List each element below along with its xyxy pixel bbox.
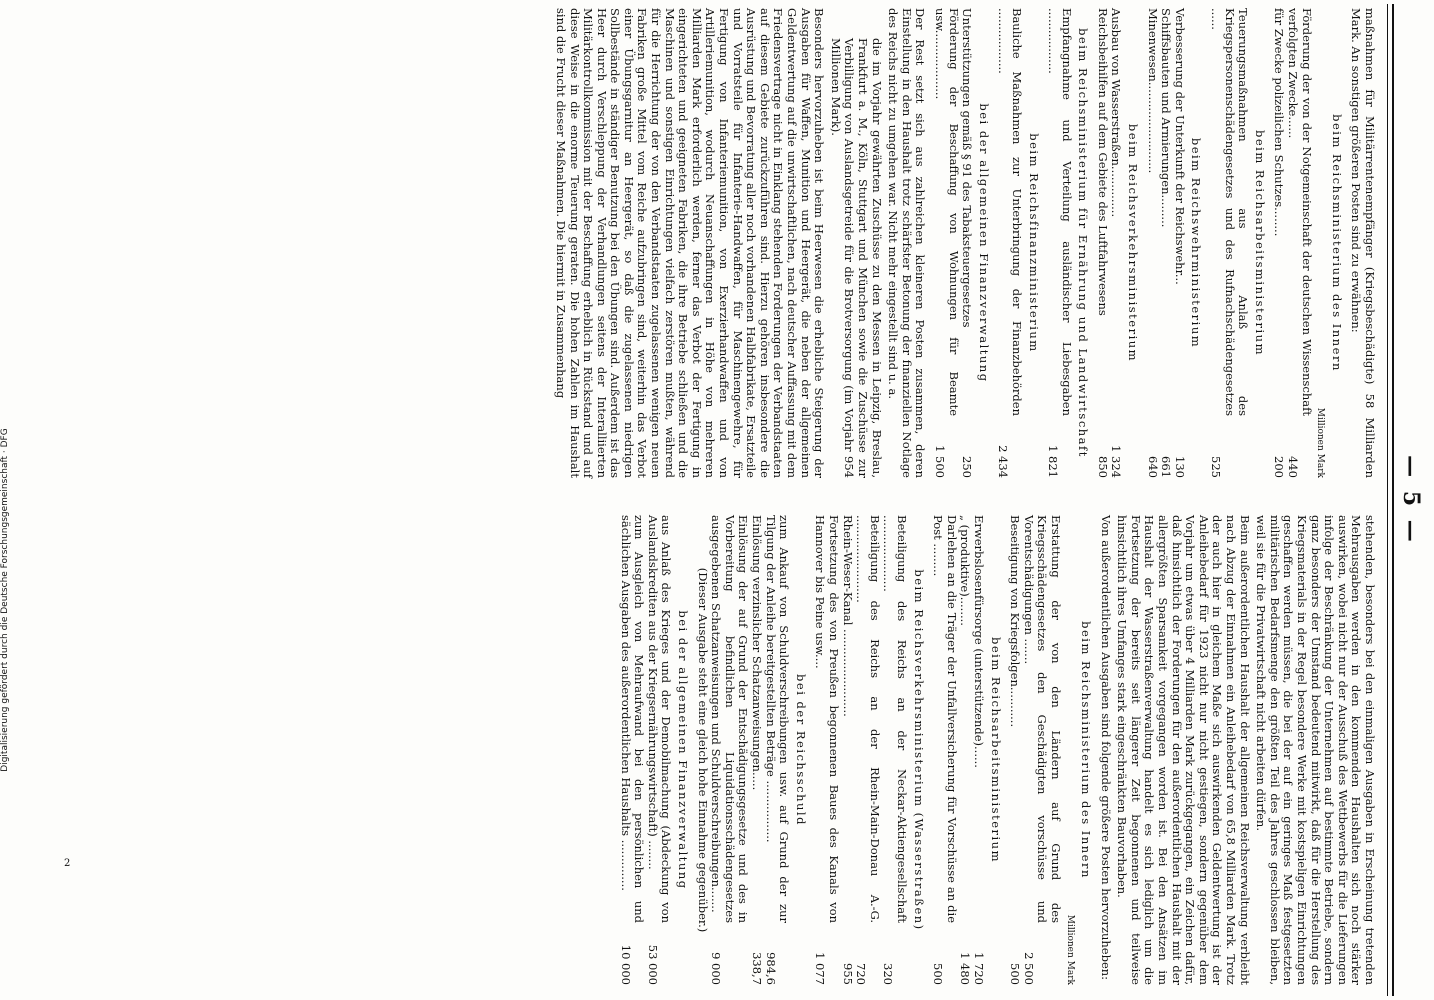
row-value: 250 [960, 456, 975, 478]
paragraph: Von außerordentlichen Ausgaben sind folgende größere Posten hervorzuheben: [1098, 515, 1113, 981]
section-heading: beim Reichsministerium des Innern [1079, 621, 1094, 879]
row-value: 338,7 [750, 952, 765, 985]
row-label: Darlehen an die Träger der Unfallversicherung für Vorschüsse an die Post ......... [931, 515, 959, 923]
section-heading: beim Reichsarbeitsministerium [1252, 129, 1267, 356]
budget-row [1172, 8, 1186, 478]
budget-row [1159, 8, 1173, 478]
row-value: 9 000 [709, 952, 724, 985]
row-label: Beteiligung des Reichs an der Neckar-Aktiengesellschaft ..................... [881, 515, 909, 923]
budget-row [709, 515, 750, 985]
budget-row [749, 515, 763, 985]
row-value: 440 [1286, 456, 1301, 478]
budget-row [971, 515, 985, 985]
section-heading: bei der allgemeinen Finanzverwaltung [676, 610, 691, 890]
row-value: 53 000 [645, 944, 660, 985]
row-label: für Zwecke polizeilichen Schutzes........ [1272, 8, 1287, 237]
row-value: 500 [931, 963, 946, 985]
row-label: Erwerbslosenfürsorge (unterstützende)...... [971, 515, 986, 768]
row-label: zum Ausgleich von Mehraufwand bei den persönlichen und sächlichen Ausgaben des außerordentlichen Haushalts .............. [618, 515, 647, 923]
row-value: 1 720 [971, 952, 986, 985]
row-value: 2 434 [996, 445, 1011, 478]
section-heading: beim Reichswehrministerium [1189, 137, 1204, 349]
row-value: 661 [1159, 456, 1174, 478]
section-heading: beim Reichsfinanzministerium [1026, 133, 1041, 353]
paragraph: stehenden, besonders bei den einmaligen Ausgaben in Erscheinung tretenden Mehrausgaben werden in den kommenden Haushalten sich noch stärker auswirken, wobei nicht nur der Ausschuß des Wettbewerbs für die Lieferungen infolge der Beschränkung der Unternehmen auf bestimmte Betriebe, sondern ganz besonders der Umstand bedeutend mitwirkt, daß für die Herstellung des Kriegsmaterials in der Regel besondere Werke mit kostspieligen Einrichtungen geschaffen werden müssen, die bei der auf ein geringes Maß festgesetzten militärischen Bedarfsmenge den größten Teil des Jahres geschlossen bleiben, weil sie für die Privatwirtschaft nicht arbeiten dürfen. [1254, 515, 1377, 985]
note: (Dieser Ausgabe steht eine gleich hohe Einnahme gegenüber.) [695, 567, 710, 933]
row-value: 955 [840, 963, 855, 985]
row-value: 2 500 [1021, 952, 1036, 985]
row-value: 984,6 [763, 952, 778, 985]
budget-row [1095, 8, 1109, 478]
row-label: zum Ankauf von Schuldverschreibungen usw. auf Grund der zur Tilgung der Anleihe bereitgestellten Beträge ................. [763, 515, 792, 923]
digitization-footer [0, 200, 14, 1000]
section-heading: beim Reichsverkehrsministerium (Wasserstraßen) [911, 569, 926, 931]
row-label: Beseitigung von Kriegsfolgen........... [1008, 515, 1023, 728]
budget-row [618, 515, 645, 985]
budget-row [931, 515, 958, 985]
row-value: 1 821 [1046, 445, 1061, 478]
row-label: Teuerungsmaßnahmen aus Anlaß des Kriegspersonenschädengesetzes und des Rufnachschädengesetzes ...... [1209, 8, 1251, 416]
row-value: 525 [1209, 456, 1224, 478]
row-label: Fortsetzung des von Preußen begonnenen Baues des Kanals von Hannover bis Peine usw.... [813, 515, 842, 923]
budget-row [881, 515, 908, 985]
row-label: Verbesserung der Unterkunft der Reichswehr... [1172, 8, 1187, 285]
row-label: Unterstützungen gemäß § 91 des Tabaksteuergesetzes [960, 8, 975, 328]
row-label: Förderung der von der Notgemeinschaft der deutschen Wissenschaft verfolgten Zwecke...... [1286, 8, 1314, 416]
budget-row [1208, 8, 1249, 478]
row-value: 320 [881, 963, 896, 985]
budget-row [1021, 515, 1062, 985]
row-value: 200 [1272, 456, 1287, 478]
row-value: 1 480 [958, 952, 973, 985]
budget-row [645, 515, 672, 985]
row-label: „ (produktive)........ [958, 515, 973, 626]
unit-label: Millionen Mark [1064, 914, 1075, 985]
budget-row [996, 8, 1023, 478]
row-value: 720 [854, 963, 869, 985]
row-label: aus Anlaß des Krieges und der Demobilmachung (Abdeckung von Auslandskrediten aus der Kriegsernährungswirtschaft) ........ [645, 515, 674, 923]
budget-row [1285, 8, 1312, 478]
header-rule [1392, 4, 1394, 996]
paragraph: Beim außerordentlichen Haushalt der allgemeinen Reichsverwaltung verbleibt nach Abzug der Einnahmen ein Anleihebedarf von 65,8 Milliarden Mark. Trotz der auch hier in gleichem Maße sich auswirkenden Geldentwertung ist der Anleihebedarf für 1923 nicht nur nicht gestiegen, sondern gegenüber dem Vorjahr um etwas über 4 Milliarden Mark zurückgegangen, ein Zeichen dafür, daß hinsichtlich der Forderungen für den außerordentlichen Haushalt mit der allergrößten Sparsamkeit vorgegangen worden ist. Bei den Ansätzen im Haushalt der Wasserstraßenverwaltung handelt es sich lediglich um die Fortsetzung der bereits seit längerer Zeit begonnenen und teilweise hinsichtlich ihres Umfanges stark eingeschränkten Bauvorhaben. [1115, 515, 1252, 985]
paragraph: Besonders hervorzuheben ist beim Heerwesen die erhebliche Steigerung der Ausgaben für Waffen, Munition und Heergerät, die neben der allgemeinen Geldentwertung auf die unwirtschaftlichen, nach deutscher Auffassung mit dem Friedensvertrage nicht in Einklang stehenden Forderungen der Verbandstaaten auf diesem Gebiete zurückzuführen sind. Hierzu gehören insbesondere die Ausrüstung und Bevorratung aller noch vorhandenen Halbfabrikate, Ersatzteile und Vorratsteile für Infanterie-Handwaffen, für Maschinengewehre, für Fertigung von Infanteriemunition, von Exerzierhandwaffen und von Artilleriemunition, wodurch Neuanschaffungen in Höhe von mehreren Milliarden Mark erforderlich werden, ferner das Verbot der Fertigung in eingerichteten und geeigneten Fabriken, die ihre Betriebe schließen und die Maschinen und sonstigen Einrichtungen vielfach zerstören mußten, während für die Herrichtung der von den Verbandstaaten zugelassenen wenigen neuen Fabriken große Mittel vom Reiche aufzubringen sind, weiterhin das Verbot einer Übungsgarnitur an Heergerät, so daß die zugelassenen niedrigen Sollbestände in ständiger Benutzung bei den Übungen sind. Außerdem ist das Heer durch Verschleppung der Verhandlungen seitens der Interalliierten Militärkontrollkommission mit der Beschaffung erheblich in Rückstand und auf diese Weise in die enorme Teuerung geraten. Die hohen Zahlen im Haushalt sind die Frucht dieser Maßnahmen. Die hiermit in Zusammenhang [553, 8, 827, 478]
section-heading: beim Reichsarbeitsministerium [988, 636, 1003, 863]
row-value: 130 [1172, 456, 1187, 478]
row-value: 1 077 [813, 952, 828, 985]
row-value: 640 [1145, 456, 1160, 478]
budget-row [1272, 8, 1286, 478]
row-label: Empfangnahme und Verteilung ausländischer Liebesgaben .................. [1046, 8, 1074, 416]
footer-text: Digitalisierung gefördert durch die Deutsche Forschungsgemeinschaft · DFG [0, 428, 10, 772]
left-column [550, 8, 1376, 478]
row-label: Rhein-Weser-Kanal ........................ [840, 515, 855, 717]
section-heading: bei der allgemeinen Finanzverwaltung [976, 103, 991, 383]
header-rule-thin [1387, 4, 1388, 996]
page-number: — 5 — [1398, 455, 1424, 545]
row-label: Ausbau von Wasserstraßen.............. [1109, 8, 1124, 218]
unit-label: Millionen Mark [1315, 407, 1326, 478]
section-heading: beim Reichsministerium für Ernährung und Landwirtschaft [1076, 28, 1091, 458]
budget-row [1046, 8, 1073, 478]
row-label: Schiffsbauten und Armierungen......... [1159, 8, 1174, 228]
row-value: 1 500 [932, 445, 947, 478]
row-label: Minenwesen......................... [1145, 8, 1160, 174]
section-heading: bei der Reichsschuld [793, 674, 808, 826]
budget-row [1008, 515, 1022, 985]
section-heading: beim Reichsverkehrsministerium [1126, 123, 1141, 363]
row-label: Förderung der Beschaffung von Wohnungen für Beamte usw................... [932, 8, 961, 416]
paragraph: die im Vorjahr gewährten Zuschüsse zu den Messen in Leipzig, Breslau, Frankfurt a. M., Köln, Stuttgart und München sowie die Zuschüsse zur Verbilligung von Auslandsgetreide für die Brotversorgung (im Vorjahr 954 Millionen Mark). [828, 38, 884, 478]
section-heading: beim Reichsministerium des Innern [1329, 114, 1344, 372]
row-value: 1 324 [1109, 445, 1124, 478]
page-number-small: 2 [64, 858, 71, 869]
budget-row [960, 8, 974, 478]
row-label: Erstattung der von den Ländern auf Grund des Kriegsschädengesetzes den Geschädigten vorschüsse und Vorentschädigungen ....... [1021, 515, 1063, 923]
budget-row [958, 515, 972, 985]
paragraph: Der Rest setzt sich aus zahlreichen kleineren Posten zusammen, deren Einstellung in den Haushalt trotz schärfster Betonung der finanziellen Notlage des Reichs nicht zu umgehen war. Nicht mehr eingestellt sind u. a. [886, 8, 928, 478]
budget-row [932, 8, 959, 478]
row-label: Einlösung verzinslicher Schatzanweisungen..... [750, 515, 765, 791]
budget-row [1109, 8, 1123, 478]
paragraph: maßnahmen für Militärrentenempfänger (Kriegsbeschädigte) 58 Milliarden Mark. An sonstigen größeren Posten sind zu erwähnen: [1349, 8, 1377, 478]
budget-row [813, 515, 840, 985]
row-label: Einlösung der auf Grund der Entschädigungsgesetze und des in Vorbereitung befindlichen Liquidationsschädengesetzes ausgegebenen Schatzanweisungen und Schuldverschreibungen....... [709, 515, 751, 923]
budget-row [854, 515, 881, 985]
row-label: Bauliche Maßnahmen zur Unterbringung der Finanzbehörden .................. [996, 8, 1024, 416]
row-value: 850 [1095, 456, 1110, 478]
row-value: 500 [1008, 963, 1023, 985]
row-label: Beteiligung des Reichs an der Rhein-Main-Donau A.-G. ........................ [854, 515, 882, 923]
budget-row [763, 515, 790, 985]
right-column [618, 515, 1376, 985]
budget-row [840, 515, 854, 985]
budget-row [1145, 8, 1159, 478]
row-value: 10 000 [618, 944, 633, 985]
row-label: Reichsbeihilfen auf dem Gebiete des Luftfahrwesens [1095, 8, 1110, 316]
